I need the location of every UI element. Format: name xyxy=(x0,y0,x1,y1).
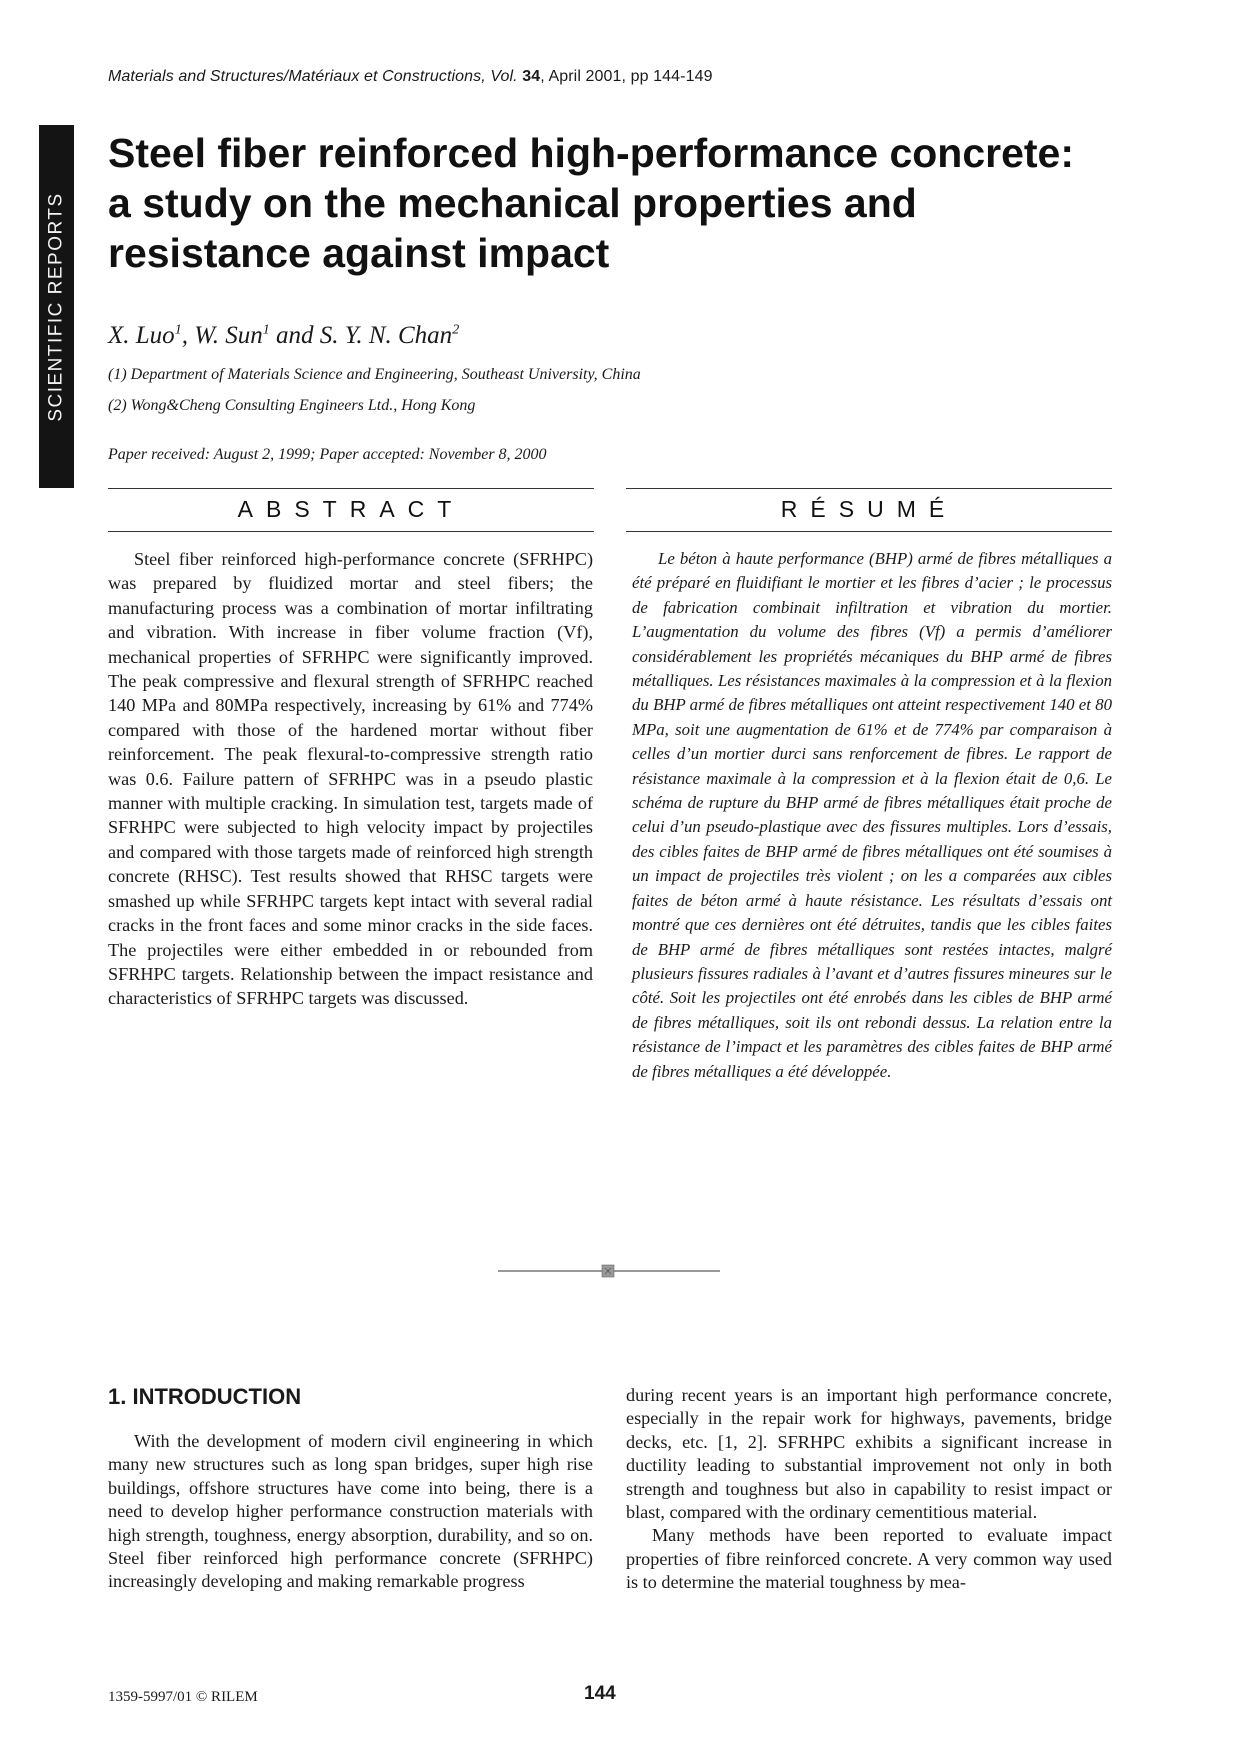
ornament-icon xyxy=(498,1264,720,1278)
author-name: X. Luo xyxy=(108,322,175,349)
page-number: 144 xyxy=(584,1683,616,1704)
sidebar-label: SCIENTIFIC REPORTS xyxy=(45,191,67,422)
journal-citation xyxy=(108,68,713,86)
journal-volume: 34 xyxy=(522,68,541,85)
intro-right-column xyxy=(626,1384,1112,1595)
paragraph: Many methods have been reported to evaluate impact properties of fibre reinforced concrete. A very common way used is to determine the material toughness by mea- xyxy=(626,1525,1112,1593)
divider xyxy=(626,531,1112,532)
author-affiliation-mark: 2 xyxy=(452,322,460,338)
author-affiliation-mark: 1 xyxy=(174,322,182,338)
author-affiliation-mark: 1 xyxy=(262,322,270,338)
resume-text: Le béton à haute performance (BHP) armé de fibres métalliques a été préparé en fluidifiant le mortier et les fibres d’acier ; le processus de fabrication combinait infiltration et vibration du mortier. L’augmentation du volume des fibres (Vf) a permis d’améliorer considérablement les propriétés mécaniques du BHP armé de fibres métalliques. Les résistances maximales à la compression et à la flexion du BHP armé de fibres métalliques ont atteint respectivement 140 et 80 MPa, soit une augmentation de 61% et de 774% par comparaison à celles d’un mortier durci sans renforcement de fibres. Le rapport de résistance maximale à la compression et à la flexion était de 0,6. Le schéma de rupture du BHP armé de fibres métalliques était proche de celui d’un pseudo-plastique avec des fissures multiples. Lors d’essais, des cibles faites de BHP armé de fibres métalliques ont été soumises à un impact de projectiles très violent ; on les a comparées aux cibles faites de béton armé à haute résistance. Les résultats d’essais ont montré que ces dernières ont été détruites, tandis que les cibles faites de BHP armé de fibres métalliques sont restées intactes, malgré plusieurs fissures radiales à l’avant et d’autres fissures mineures sur le côté. Soit les projectiles ont été enrobés dans les cibles de BHP armé de fibres métalliques, soit ils ont rebondi dessus. La relation entre la résistance de l’impact et les paramètres des cibles faites de BHP armé de fibres métalliques a été développée. xyxy=(632,549,1112,1081)
journal-name: Materials and Structures/Matériaux et Constructions, Vol. xyxy=(108,68,518,85)
paper-title: Steel fiber reinforced high-performance concrete: a study on the mechanical properties and resistance against impact xyxy=(108,130,1075,276)
author-separator: and xyxy=(269,322,320,349)
author-list xyxy=(108,322,459,350)
divider xyxy=(626,488,1112,489)
paragraph: With the development of modern civil engineering in which many new structures such as long span bridges, super high rise buildings, offshore structures have come into being, there is a need to develop higher performance construction materials with high strength, toughness, energy absorption, durability, and so on. Steel fiber reinforced high performance concrete (SFRHPC) increasingly developing and making remarkable progress xyxy=(108,1431,593,1592)
intro-left-column xyxy=(108,1430,593,1594)
divider xyxy=(108,488,594,489)
author-separator: , xyxy=(181,322,195,349)
abstract-heading: ABSTRACT xyxy=(237,496,465,522)
journal-details: , April 2001, pp 144-149 xyxy=(540,68,713,85)
divider xyxy=(108,531,594,532)
author-name: S. Y. N. Chan xyxy=(319,322,453,349)
section-heading: 1. INTRODUCTION xyxy=(108,1384,302,1409)
author-name: W. Sun xyxy=(194,322,263,349)
abstract-text: Steel fiber reinforced high-performance concrete (SFRHPC) was prepared by fluidized mortar and steel fibers; the manufacturing process was a combination of mortar infiltrating and vibration. With increase in fiber volume fraction (Vf), mechanical properties of SFRHPC were significantly improved. The peak compressive and flexural strength of SFRHPC reached 140 MPa and 80MPa respectively, increasing by 61% and 774% compared with those of the hardened mortar without fiber reinforcement. The peak flexural-to-compressive strength ratio was 0.6. Failure pattern of SFRHPC was in a pseudo plastic manner with multiple cracking. In simulation test, targets made of SFRHPC were subjected to high velocity impact by projectiles and compared with those targets made of reinforced high strength concrete (RHSC). Test results showed that RHSC targets were smashed up while SFRHPC targets kept intact with several radial cracks in the front faces and some minor cracks in the side faces. The projectiles were either embedded in or rebounded from SFRHPC targets. Relationship between the impact resistance and characteristics of SFRHPC targets was discussed. xyxy=(108,549,593,1009)
issn-copyright: 1359-5997/01 © RILEM xyxy=(108,1689,258,1705)
affiliation: (2) Wong&Cheng Consulting Engineers Ltd., Hong Kong xyxy=(108,397,476,414)
section-ornament xyxy=(498,1264,720,1278)
paragraph: during recent years is an important high performance concrete, especially in the repair work for highways, pavements, bridge decks, etc. [1, 2]. SFRHPC exhibits a significant increase in ductility leading to substantial improvement not only in both strength and toughness but also in capability to resist impact or blast, compared with the ordinary cementitious material. xyxy=(626,1385,1112,1523)
affiliation: (1) Department of Materials Science and Engineering, Southeast University, China xyxy=(108,366,641,383)
received-dates: Paper received: August 2, 1999; Paper accepted: November 8, 2000 xyxy=(108,446,547,463)
section-sidebar xyxy=(39,125,74,488)
resume-heading: RÉSUMÉ xyxy=(780,496,958,522)
